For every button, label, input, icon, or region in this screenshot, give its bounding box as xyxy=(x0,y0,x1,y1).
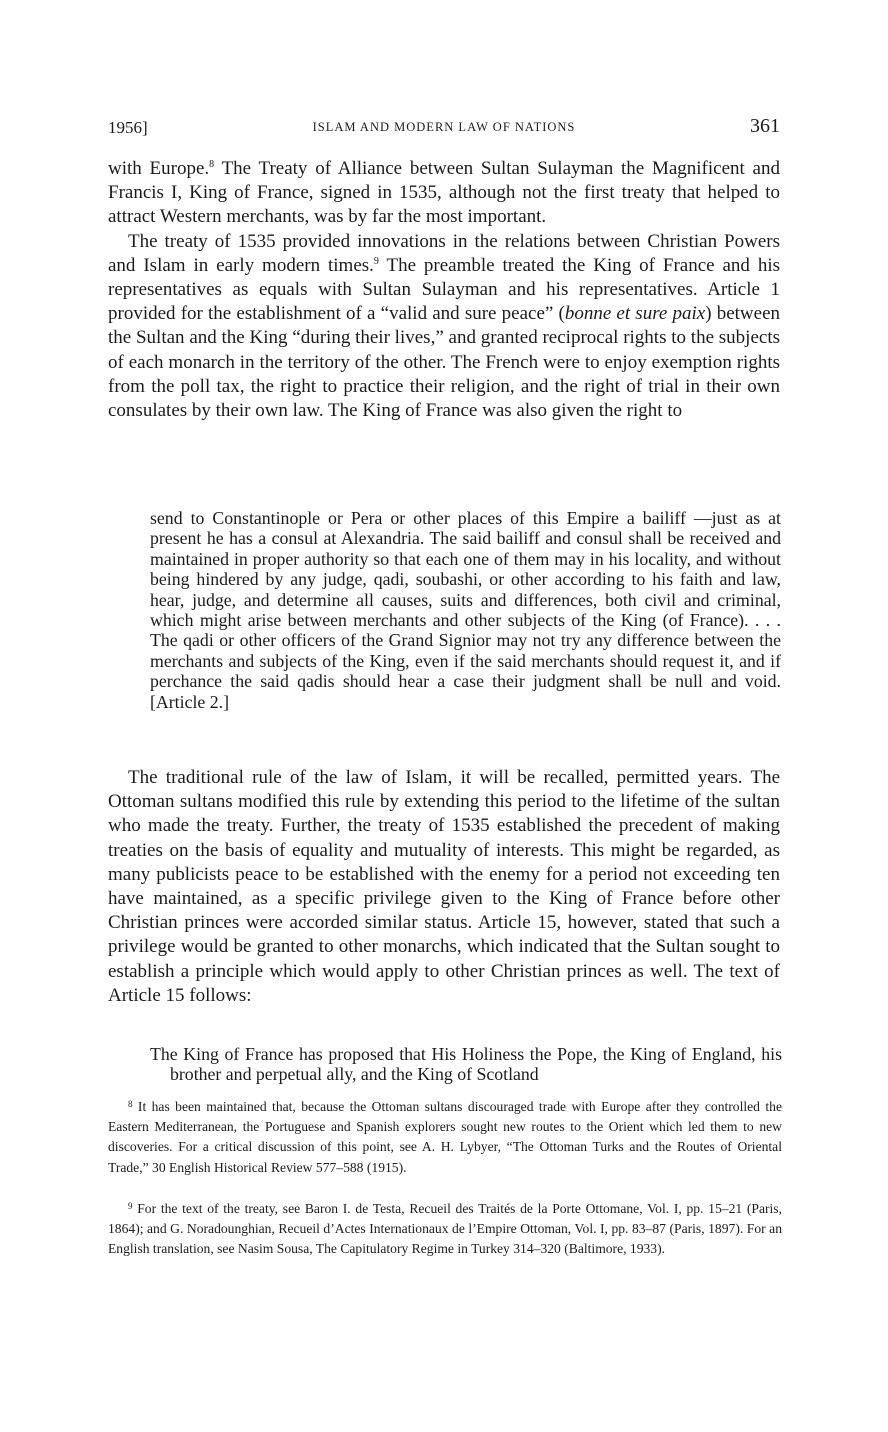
footnote-ref-9[interactable]: 9 xyxy=(373,255,379,267)
body-section-2 xyxy=(108,766,780,1008)
footnote-8: $^8$ It has been maintained that, because the Ottoman sultans discouraged trade with Europe after they controlled the Eastern Mediterranean, the Portuguese and Spanish explorers sought new routes to the Orient which led them to new discoveries. For a critical discussion of this point, see A. H. Lybyer, “The Ottoman Turks and the Routes of Oriental Trade,” 30 English Historical Review 577–588 (1915). xyxy=(108,1099,782,1175)
body-section-1 xyxy=(108,157,780,423)
header-title: ISLAM AND MODERN LAW OF NATIONS xyxy=(312,120,576,134)
page-number: 361 xyxy=(750,115,780,137)
paragraph-2: The treaty of 1535 provided innovations in the relations between Christian Powers and Islam in early modern times.$^9$ The preamble treated the King of France and his representatives as equals with Sultan Sulayman and his representatives. Article 1 provided for the establishment of a “valid and sure peace” (bonne et sure paix) between the Sultan and the King “during their lives,” and granted reciprocal rights to the subjects of each monarch in the territory of the other. The French were to enjoy exemption rights from the poll tax, the right to practice their religion, and the right of trial in their own consulates by their own law. The King of France was also given the right to xyxy=(108,230,780,422)
footnote-9: $^9$ For the text of the treaty, see Baron I. de Testa, Recueil des Traités de la Porte Ottomane, Vol. I, pp. 15–21 (Paris, 1864); and G. Noradounghian, Recueil d’Actes Internationaux de l’Empire Ottoman, Vol. I, pp. 83–87 (Paris, 1897). For an English translation, see Nasim Sousa, The Capitulatory Regime in Turkey 314–320 (Baltimore, 1933). xyxy=(108,1201,782,1257)
footnote-ref-8[interactable]: 8 xyxy=(209,159,215,170)
block-quote-article-15: The King of France has proposed that His Holiness the Pope, the King of England, his brother and perpetual ally, and the King of Scotland xyxy=(150,1044,782,1085)
header-year: 1956] xyxy=(108,118,148,137)
block-quote-article-2: send to Constantinople or Pera or other places of this Empire a bailiff —just as at present he has a consul at Alexandria. The said bailiff and consul shall be received and maintained in proper authority so that each one of them may in his locality, and without being hindered by any judge, qadi, soubashi, or other according to his faith and law, hear, judge, and determine all causes, suits and differences, both civil and criminal, which might arise between merchants and other subjects of the King (of France). . . . The qadi or other officers of the Grand Signior may not try any difference between the merchants and subjects of the King, even if the said merchants should request it, and if perchance the said qadis should hear a case their judgment shall be null and void. [Article 2.] xyxy=(150,508,781,712)
running-head xyxy=(108,112,780,138)
paragraph-3: The traditional rule of the law of Islam, it will be recalled, permitted years. The Ottoman sultans modified this rule by extending this period to the lifetime of the sultan who made the treaty. Further, the treaty of 1535 established the precedent of making treaties on the basis of equality and mutuality of interests. This might be regarded, as many publicists peace to be established with the enemy for a period not exceeding ten have maintained, as a specific privilege given to the King of France before other Christian princes were accorded similar status. Article 15, however, stated that such a privilege would be granted to other monarchs, which indicated that the Sultan sought to establish a principle which would apply to other Christian princes as well. The text of Article 15 follows: xyxy=(108,767,780,1006)
italic-phrase: bonne et sure paix xyxy=(564,303,706,325)
paragraph-1: with Europe.$^8$ The Treaty of Alliance between Sultan Sulayman the Magnificent and Francis I, King of France, signed in 1535, although not the first treaty that helped to attract Western merchants, was by far the most important. xyxy=(108,158,780,228)
